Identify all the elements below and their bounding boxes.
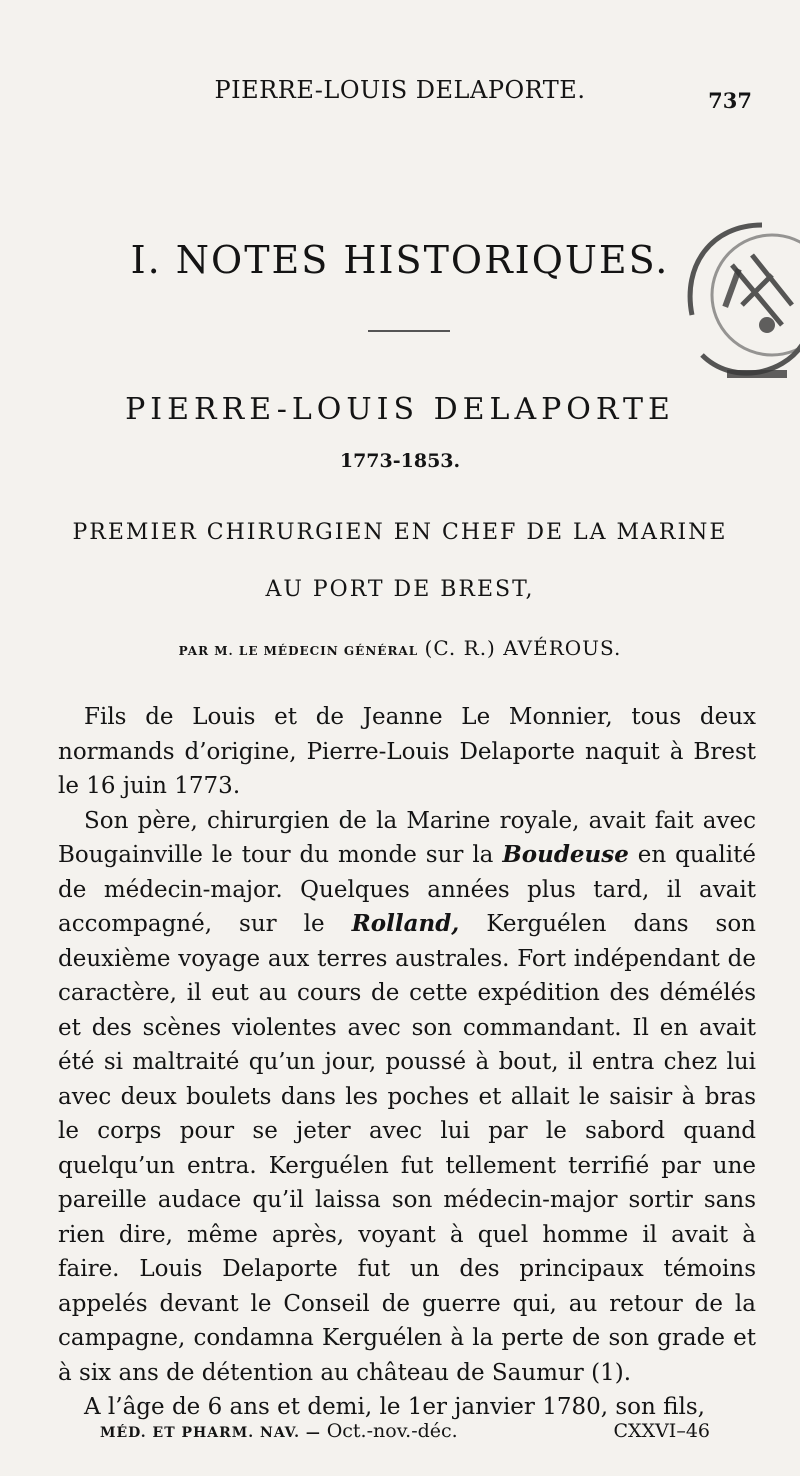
footer-issue: Oct.-nov.-déc.	[326, 1420, 458, 1442]
paragraph-2-text-b: en qualité de médecin-major. Quelques années plus tard, il avait accompagné, sur le	[58, 842, 756, 937]
paragraph-2	[58, 804, 756, 1391]
section-title: I. NOTES HISTORIQUES.	[130, 238, 670, 282]
running-head: PIERRE-LOUIS DELAPORTE.	[214, 76, 586, 104]
page-number: 737	[708, 88, 752, 113]
ship-name-boudeuse: Boudeuse	[502, 841, 629, 868]
footer-signature: CXXVI–46	[613, 1420, 710, 1442]
body-text	[58, 700, 756, 1425]
title-divider	[368, 330, 450, 332]
byline-prefix: PAR M. LE MÉDECIN GÉNÉRAL	[178, 644, 419, 658]
footer-journal	[100, 1420, 458, 1442]
paragraph-2-text-c: Kerguélen dans son deuxième voyage aux terres australes. Fort indépendant de caractère, il eut au cours de cette expédition des démélés et des scènes violentes avec son commandant. Il en avait été si maltraité qu’un jour, poussé à bout, il entra chez lui avec deux boulets dans les poches et allait le saisir à bras le corps pour se jeter avec lui par le sabord quand quelqu’un entra. Kerguélen fut tellement terrifié par une pareille audace qu’il laissa son médecin-major sortir sans rien dire, même après, voyant à quel homme il avait à faire. Louis Delaporte fut un des principaux témoins appelés devant le Conseil de guerre qui, au retour de la campagne, condamna Kerguélen à la perte de son grade et à six ans de détention au château de Saumur (1).	[58, 911, 756, 1386]
paragraph-1: Fils de Louis et de Jeanne Le Monnier, tous deux normands d’origine, Pierre-Louis Delaporte naquit à Brest le 16 juin 1773.	[58, 704, 756, 799]
ship-name-rolland: Rolland,	[351, 910, 460, 937]
article-subtitle-line1: PREMIER CHIRURGIEN EN CHEF DE LA MARINE	[72, 520, 728, 545]
footer-journal-name: MÉD. ET PHARM. NAV. —	[100, 1425, 321, 1441]
article-title: PIERRE-LOUIS DELAPORTE	[125, 392, 675, 427]
article-dates: 1773-1853.	[339, 450, 461, 472]
paragraph-3: A l’âge de 6 ans et demi, le 1er janvier 1780, son fils,	[84, 1394, 705, 1420]
byline-author: (C. R.) AVÉROUS.	[424, 636, 622, 660]
paragraph-2-text-a: Son père, chirurgien de la Marine royale, avait fait avec Bougainville le tour du monde sur la	[58, 807, 756, 868]
byline	[0, 636, 800, 660]
library-stamp	[672, 185, 800, 405]
article-subtitle-line2: AU PORT DE BREST,	[265, 577, 535, 602]
